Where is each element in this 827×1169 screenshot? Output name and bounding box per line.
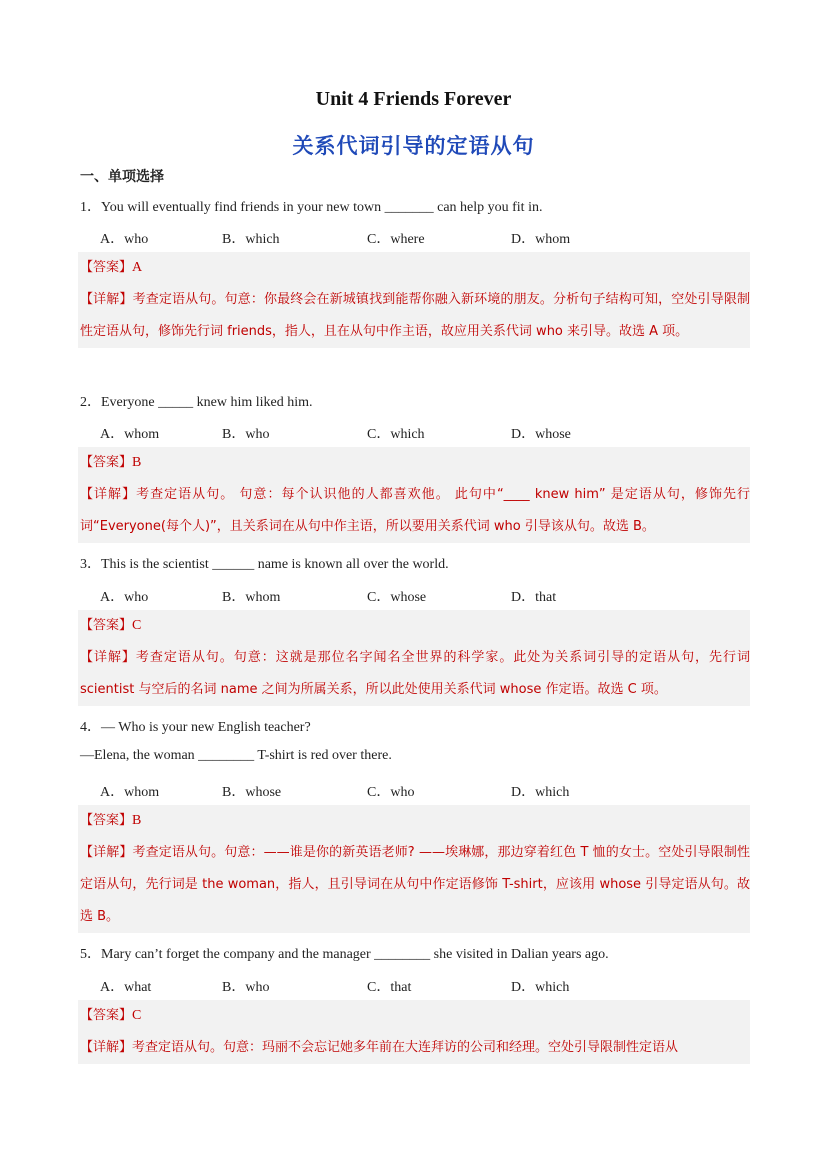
option-a: A．whom xyxy=(100,785,160,800)
detail-tag: 【详解】 xyxy=(80,487,137,502)
answer-value: C xyxy=(132,618,142,633)
detail-text: 考查定语从句。句意：这就是那位名字闻名全世界的科学家。此处为关系词引导的定语从句，先行词 scientist 与空后的名词 name 之间为所属关系，所以此处使用关系代词 whose 作定语。故选 C 项。 xyxy=(80,650,750,697)
question-5-stem: 5．Mary can’t forget the company and the manager ________ she visited in Dalian years ago. xyxy=(80,947,609,962)
detail-tag: 【详解】 xyxy=(80,650,136,665)
section-heading: 一、单项选择 xyxy=(80,169,164,185)
option-b: B．whose xyxy=(222,785,282,800)
question-4-response: —Elena, the woman ________ T-shirt is red over there. xyxy=(80,748,392,763)
detail-text: 考查定语从句。句意：玛丽不会忘记她多年前在大连拜访的公司和经理。空处引导限制性定语从 xyxy=(132,1040,679,1055)
option-d: D．that xyxy=(511,590,557,605)
detail-line xyxy=(78,642,750,706)
option-c: C．which xyxy=(367,427,425,442)
detail-text: 考查定语从句。 句意：每个认识他的人都喜欢他。 此句中“____ knew him” 是定语从句，修饰先行词“Everyone(每个人)”，且关系词在从句中作主语，所以要用关系代词 who 引导该从句。故选 B。 xyxy=(80,487,750,534)
option-b: B．who xyxy=(222,427,270,442)
detail-text: 考查定语从句。句意：你最终会在新城镇找到能帮你融入新环境的朋友。分析句子结构可知，空处引导限制性定语从句，修饰先行词 friends，指人，且在从句中作主语，故应用关系代词 who 来引导。故选 A 项。 xyxy=(80,292,750,339)
answer-line xyxy=(78,610,750,642)
option-d: D．whose xyxy=(511,427,571,442)
option-b: B．who xyxy=(222,980,270,995)
option-d: D．which xyxy=(511,980,570,995)
answer-box-3 xyxy=(78,610,750,706)
question-1-stem: 1．You will eventually find friends in your new town _______ can help you fit in. xyxy=(80,200,543,215)
detail-tag: 【详解】 xyxy=(80,845,133,860)
answer-tag: 【答案】 xyxy=(80,260,133,275)
answer-value: A xyxy=(132,260,143,275)
answer-box-1 xyxy=(78,252,750,348)
option-d: D．whom xyxy=(511,232,571,247)
question-3-stem: 3．This is the scientist ______ name is known all over the world. xyxy=(80,557,449,572)
answer-line xyxy=(78,252,750,284)
option-a: A．what xyxy=(100,980,152,995)
detail-line xyxy=(78,837,750,933)
answer-box-4 xyxy=(78,805,750,933)
detail-tag: 【详解】 xyxy=(80,292,133,307)
answer-value: B xyxy=(132,455,142,470)
option-c: C．where xyxy=(367,232,425,247)
option-a: A．who xyxy=(100,590,149,605)
answer-box-5 xyxy=(78,1000,750,1064)
answer-value: B xyxy=(132,813,142,828)
answer-line xyxy=(78,1000,750,1032)
option-c: C．who xyxy=(367,785,415,800)
option-b: B．whom xyxy=(222,590,281,605)
option-a: A．whom xyxy=(100,427,160,442)
question-2-stem: 2．Everyone _____ knew him liked him. xyxy=(80,395,313,410)
detail-line xyxy=(78,1032,750,1064)
detail-tag: 【详解】 xyxy=(80,1040,133,1055)
page-title: Unit 4 Friends Forever xyxy=(315,88,512,110)
option-b: B．which xyxy=(222,232,280,247)
answer-line xyxy=(78,447,750,479)
option-a: A．who xyxy=(100,232,149,247)
detail-line xyxy=(78,479,750,543)
answer-value: C xyxy=(132,1008,142,1023)
detail-text: 考查定语从句。句意：——谁是你的新英语老师? ——埃琳娜，那边穿着红色 T 恤的女士。空处引导限制性定语从句，先行词是 the woman，指人，且引导词在从句中作定语修饰 T-shirt，应该用 whose 引导定语从句。故选 B。 xyxy=(80,845,750,924)
answer-tag: 【答案】 xyxy=(80,813,133,828)
page-subtitle: 关系代词引导的定语从句 xyxy=(292,134,535,158)
question-4-stem: 4．— Who is your new English teacher? xyxy=(80,720,311,735)
option-c: C．that xyxy=(367,980,412,995)
option-d: D．which xyxy=(511,785,570,800)
answer-box-2 xyxy=(78,447,750,543)
option-c: C．whose xyxy=(367,590,427,605)
answer-tag: 【答案】 xyxy=(80,618,133,633)
answer-tag: 【答案】 xyxy=(80,1008,133,1023)
detail-line xyxy=(78,284,750,348)
answer-line xyxy=(78,805,750,837)
answer-tag: 【答案】 xyxy=(80,455,133,470)
